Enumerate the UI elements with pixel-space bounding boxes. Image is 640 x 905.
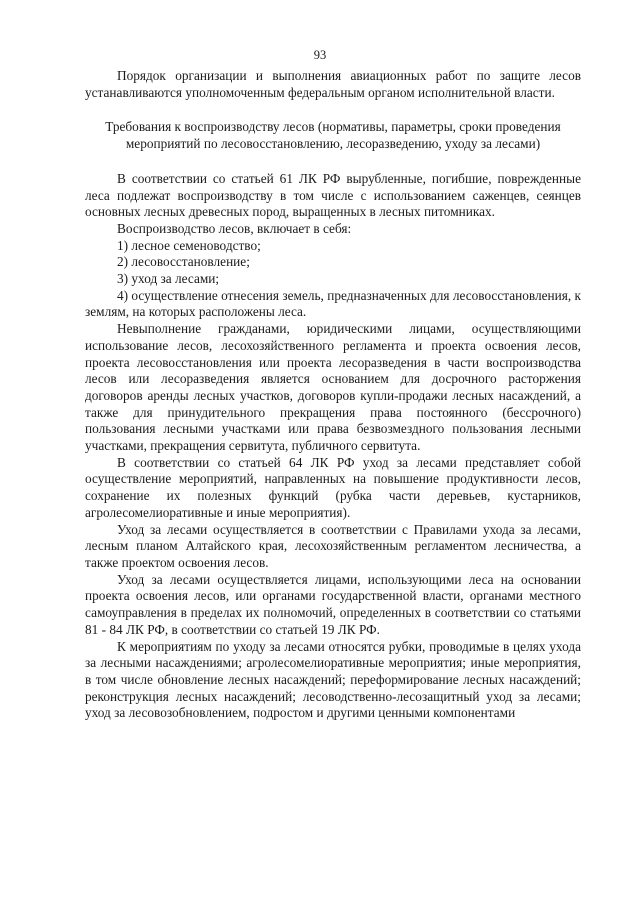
paragraph-care-performers: Уход за лесами осуществляется лицами, использующими леса на основании проекта освоения лесов, или органами государственной власти, органами местного самоуправления в пределах их полномочий, определенных в соответствии со статьями 81 - 84 ЛК РФ, в соответствии со статьей 19 ЛК РФ.	[85, 571, 581, 637]
paragraph-care-rules: Уход за лесами осуществляется в соответствии с Правилами ухода за лесами, лесным планом Алтайского края, лесохозяйственным регламентом лесничества, а также проектом освоения лесов.	[85, 521, 581, 570]
section-heading: Требования к воспроизводству лесов (нормативы, параметры, сроки проведения мероприятий по лесовосстановлению, лесоразведению, уходу за лесами)	[105, 119, 561, 152]
paragraph-care-measures: К мероприятиям по уходу за лесами относятся рубки, проводимые в целях ухода за лесными насаждениями; агролесомелиоративные мероприятия; иные мероприятия, в том числе обновление лесных насаждений; переформирование лесных насаждений; реконструкция лесных насаждений; лесоводственно-лесозащитный уход за лесами; уход за лесовозобновлением, подростом и другими ценными компонентами	[85, 638, 581, 721]
list-item-3: 3) уход за лесами;	[117, 271, 220, 287]
paragraph-reproduction-includes: Воспроизводство лесов, включает в себя:	[117, 220, 352, 236]
paragraph-aviation-works: Порядок организации и выполнения авиационных работ по защите лесов устанавливаются уполномоченным федеральным органом исполнительной власти.	[85, 68, 581, 100]
list-item-2: 2) лесовосстановление;	[117, 254, 250, 270]
list-item-1: 1) лесное семеноводство;	[117, 237, 261, 253]
page-number: 93	[313, 48, 327, 62]
document-body	[85, 68, 581, 722]
paragraph-non-compliance: Невыполнение гражданами, юридическими лицами, осуществляющими использование лесов, лесохозяйственного регламента и проекта освоения лесов, проекта лесовосстановления или проекта лесоразведения в части воспроизводства лесов или лесоразведения является основанием для досрочного расторжения договоров аренды лесных участков, договоров купли-продажи лесных насаждений, а также для принудительного прекращения права постоянного (бессрочного) пользования лесными участками или права безвозмездного пользования лесными участками, прекращения сервитута, публичного сервитута.	[85, 321, 581, 454]
paragraph-article-64: В соответствии со статьей 64 ЛК РФ уход за лесами представляет собой осуществление мероприятий, направленных на повышение продуктивности лесов, сохранение их полезных функций (рубка части деревьев, кустарников, агролесомелиоративные и иные мероприятия).	[85, 454, 581, 520]
paragraph-article-61: В соответствии со статьей 61 ЛК РФ вырубленные, погибшие, поврежденные леса подлежат воспроизводству в том числе с использованием саженцев, сеянцев основных лесных древесных пород, выращенных в лесных питомниках.	[85, 170, 581, 220]
list-item-4: 4) осуществление отнесения земель, предназначенных для лесовосстановления, к землям, на которых расположены леса.	[85, 287, 581, 320]
